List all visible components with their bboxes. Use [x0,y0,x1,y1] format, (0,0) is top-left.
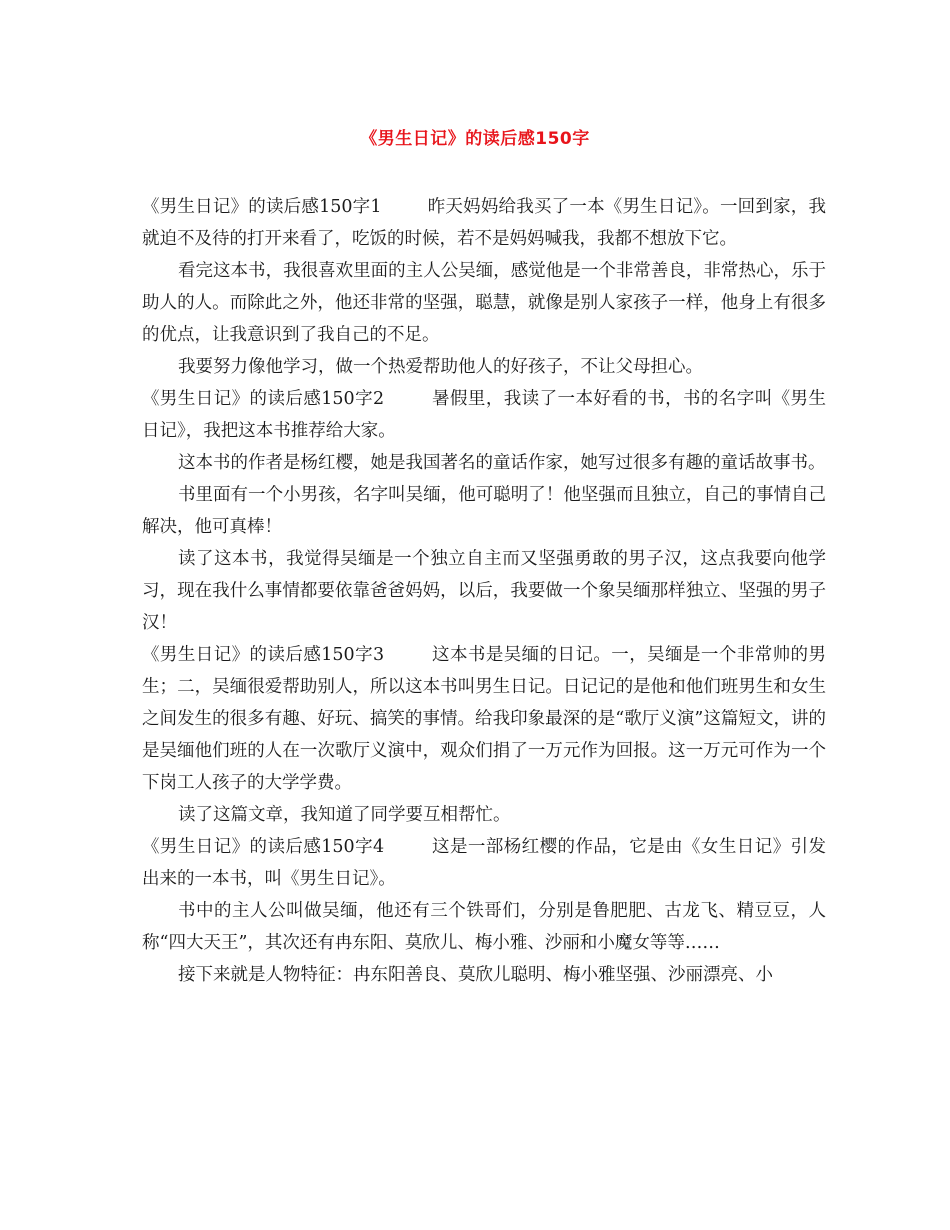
paragraph: 读了这本书，我觉得吴缅是一个独立自主而又坚强勇敢的男子汉，这点我要向他学习，现在我什么事情都要依靠爸爸妈妈，以后，我要做一个象吴缅那样独立、坚强的男子汉！ [142,549,826,633]
section-2-heading: 《男生日记》的读后感150字2 [142,389,385,409]
section-4-first-text: 这是一部杨红樱的作品，它是由《女生日记》引发出来的一本书，叫《男生日记》。 [142,837,826,889]
article-body [142,191,826,991]
section-1-heading: 《男生日记》的读后感150字1 [142,197,382,217]
paragraph: 看完这本书，我很喜欢里面的主人公吴缅，感觉他是一个非常善良，非常热心，乐于助人的人。而除此之外，他还非常的坚强，聪慧，就像是别人家孩子一样，他身上有很多的优点，让我意识到了我自己的不足。 [142,261,826,345]
section-2-first-text: 暑假里，我读了一本好看的书，书的名字叫《男生日记》，我把这本书推荐给大家。 [142,389,826,441]
paragraph: 接下来就是人物特征：冉东阳善良、莫欣儿聪明、梅小雅坚强、沙丽漂亮、小 [178,965,773,985]
section-1-first-paragraph [142,191,826,255]
paragraph: 书里面有一个小男孩，名字叫吴缅，他可聪明了！他坚强而且独立，自己的事情自己解决，他可真棒！ [142,485,826,537]
section-3-first-paragraph [142,639,826,799]
page-title: 《男生日记》的读后感150字 [360,129,590,149]
paragraph: 读了这篇文章，我知道了同学要互相帮忙。 [178,805,511,825]
section-1-first-text: 昨天妈妈给我买了一本《男生日记》。一回到家，我就迫不及待的打开来看了，吃饭的时候，若不是妈妈喊我，我都不想放下它。 [142,197,827,249]
section-3-heading: 《男生日记》的读后感150字3 [142,645,385,665]
section-3-first-text: 这本书是吴缅的日记。一，吴缅是一个非常帅的男生；二，吴缅很爱帮助别人，所以这本书叫男生日记。日记记的是他和他们班男生和女生之间发生的很多有趣、好玩、搞笑的事情。给我印象最深的是“歌厅义演”这篇短文，讲的是吴缅他们班的人在一次歌厅义演中，观众们捐了一万元作为回报。这一万元可作为一个下岗工人孩子的大学学费。 [142,645,826,793]
section-2-first-paragraph [142,383,826,447]
section-4-heading: 《男生日记》的读后感150字4 [142,837,385,857]
paragraph: 书中的主人公叫做吴缅，他还有三个铁哥们，分别是鲁肥肥、古龙飞、精豆豆，人称“四大天王”，其次还有冉东阳、莫欣儿、梅小雅、沙丽和小魔女等等…… [142,901,826,953]
paragraph: 这本书的作者是杨红樱，她是我国著名的童话作家，她写过很多有趣的童话故事书。 [178,453,826,473]
section-4-first-paragraph [142,831,826,895]
paragraph: 我要努力像他学习，做一个热爱帮助他人的好孩子，不让父母担心。 [178,357,703,377]
